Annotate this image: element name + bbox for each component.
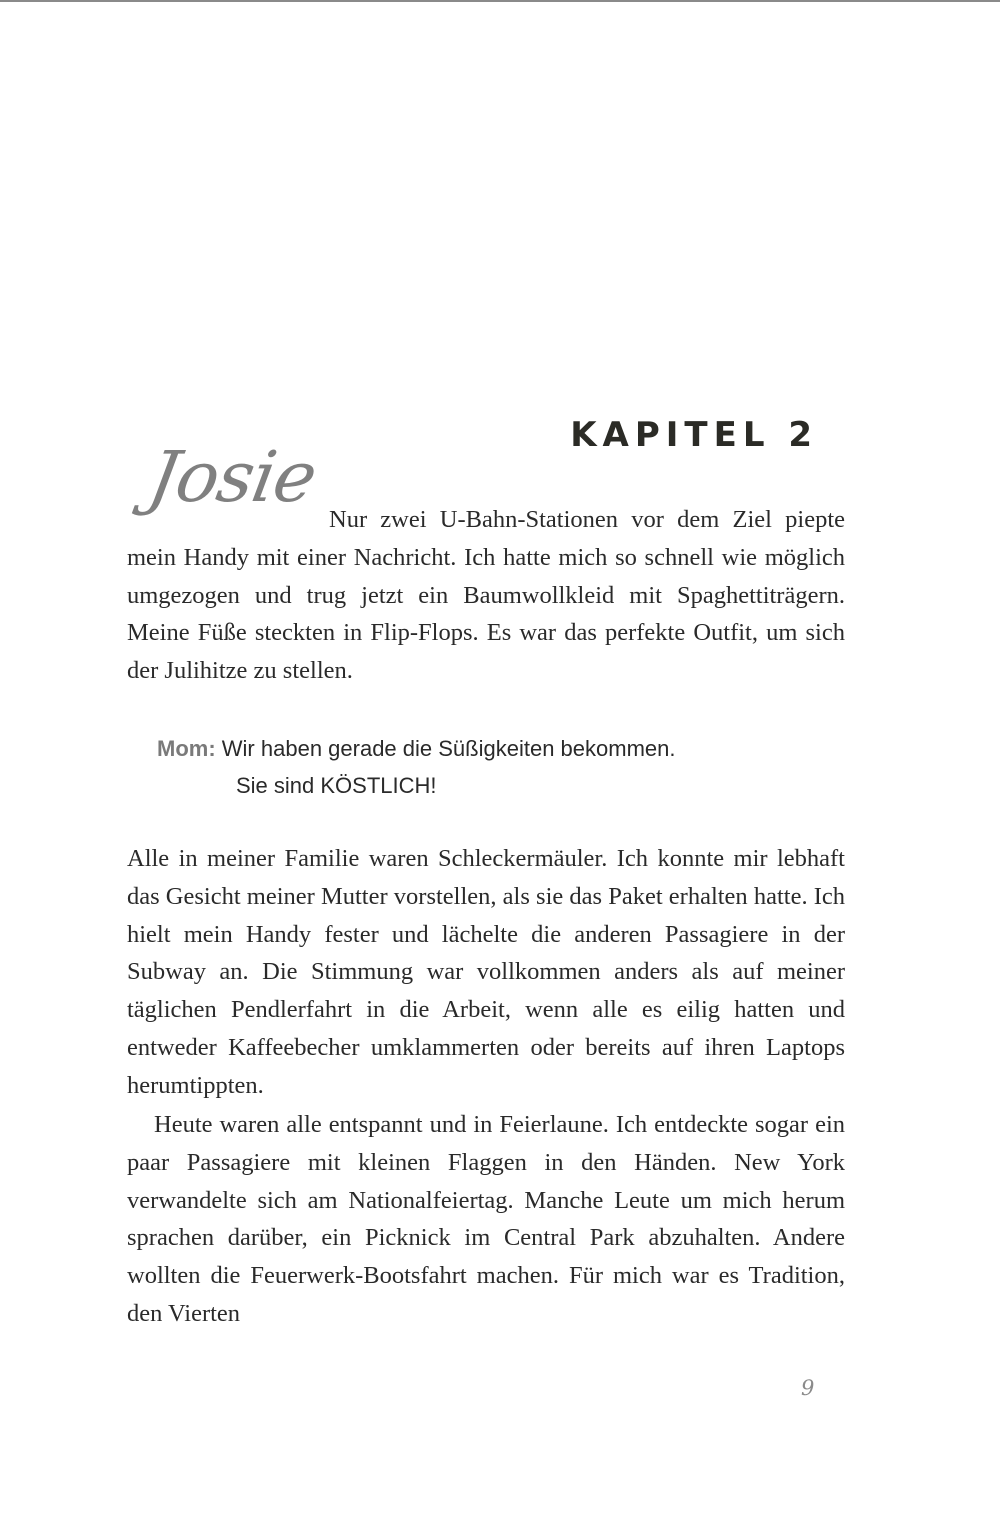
paragraph-3: Heute waren alle entspannt und in Feierlaune. Ich entdeckte sogar ein paar Passagiere mit kleinen Flaggen in den Händen. New York verwandelte sich am Nationalfeiertag. Manche Leute um mich herum sprachen darüber, ein Picknick im Central Park abzuhalten. Andere wollten die Feuerwerk-Bootsfahrt machen. Für mich war es Tradition, den Vierten — [127, 1111, 845, 1327]
top-rule — [0, 0, 1000, 2]
chapter-heading: KAPITEL 2 — [570, 415, 818, 455]
message-line-1: Wir haben gerade die Süßigkeiten bekommen. — [221, 736, 676, 761]
text-message — [157, 730, 857, 804]
message-sender: Mom: — [157, 736, 216, 761]
paragraph-2: Alle in meiner Familie waren Schleckermäuler. Ich konnte mir lebhaft das Gesicht meiner Mutter vorstellen, als sie das Paket erhalten hatte. Ich hielt mein Handy fester und lächelte die anderen Passagiere in der Subway an. Die Stimmung war vollkommen anders als auf meiner täglichen Pendlerfahrt in die Arbeit, wenn alle es eilig hatten und entweder Kaffeebecher umklammerten oder bereits auf ihren Laptops herumtippten. — [127, 845, 845, 1099]
narrator-name: Josie — [142, 436, 323, 518]
paragraph-1: Nur zwei U-Bahn-Stationen vor dem Ziel piepte mein Handy mit einer Nachricht. Ich hatte mich so schnell wie möglich umgezogen und trug jetzt ein Baumwollkleid mit Spaghettiträgern. Meine Füße steckten in Flip-Flops. Es war das perfekte Outfit, um sich der Julihitze zu stellen. — [127, 506, 845, 685]
page-number: 9 — [801, 1376, 815, 1400]
message-line-2: Sie sind KÖSTLICH! — [236, 773, 437, 798]
